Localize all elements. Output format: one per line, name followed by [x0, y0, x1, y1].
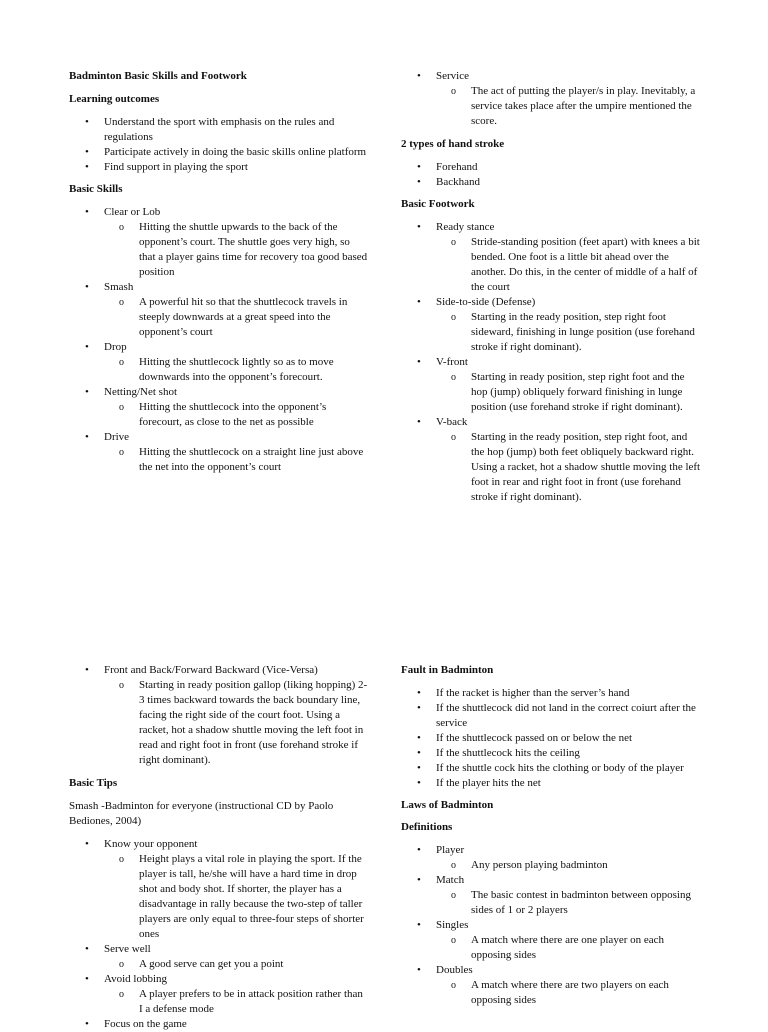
- definitions-list: [401, 843, 701, 1008]
- sub-list: [436, 430, 701, 505]
- sub-list-item: o Starting in ready position gallop (liking hopping) 2-3 times backward towards the back boundary line, facing the right side of the court foot. Using a racket, hot a shadow shuttle moving the left foot in read and right foot in front (use forehand stroke if right dominant).: [104, 678, 369, 768]
- hand-stroke-list: [401, 160, 701, 190]
- list-item: • Focus on the game: [69, 1017, 369, 1032]
- list-item: [401, 843, 701, 873]
- footwork-label: V-front: [436, 356, 468, 368]
- sub-list-item: o A player prefers to be in attack position rather than I a defense mode: [104, 987, 369, 1017]
- tip-label: Know your opponent: [104, 838, 198, 850]
- sub-list: [104, 852, 369, 942]
- top-left-column: [69, 69, 369, 475]
- tips-source: Smash -Badminton for everyone (instructional CD by Paolo Bediones, 2004): [69, 800, 334, 827]
- sub-list: [104, 400, 369, 430]
- sub-list-item: o The act of putting the player/s in play. Inevitably, a service takes place after the umpire mentioned the score.: [436, 84, 701, 129]
- sub-list-item: o A good serve can get you a point: [104, 957, 369, 972]
- basic-tips-list: [69, 837, 369, 1032]
- list-item: • If the racket is higher than the server’s hand: [401, 686, 701, 701]
- sub-list: [436, 235, 701, 295]
- basic-skills-list: [69, 205, 369, 475]
- sub-list-item: o A powerful hit so that the shuttlecock travels in steeply downwards at a great speed into the opponent’s court: [104, 295, 369, 340]
- sub-list: [436, 888, 701, 918]
- definition-label: Match: [436, 874, 465, 886]
- sub-list: [104, 220, 369, 280]
- list-item: • If the player hits the net: [401, 776, 701, 791]
- footwork-label: V-back: [436, 416, 468, 428]
- basic-tips-heading: Basic Tips: [69, 777, 118, 789]
- service-list: [401, 69, 701, 129]
- footwork-label: Ready stance: [436, 221, 495, 233]
- skill-label: Clear or Lob: [104, 206, 161, 218]
- skill-label: Drop: [104, 341, 127, 353]
- sub-list-item: o Stride-standing position (feet apart) with knees a bit bended. One foot is a little bit ahead over the another. Do this, in the center of middle of a half of the court: [436, 235, 701, 295]
- sub-list: [436, 978, 701, 1008]
- list-item: [401, 873, 701, 918]
- front-back-list: [69, 663, 369, 768]
- footwork-label: Side-to-side (Defense): [436, 296, 536, 308]
- list-item: [69, 430, 369, 475]
- sub-list: [104, 295, 369, 340]
- sub-list: [104, 678, 369, 768]
- sub-list: [436, 933, 701, 963]
- sub-list: [436, 310, 701, 355]
- sub-list: [104, 355, 369, 385]
- sub-list: [104, 987, 369, 1017]
- sub-list: [104, 957, 369, 972]
- list-item: • If the shuttle cock hits the clothing or body of the player: [401, 761, 701, 776]
- basic-skills-heading: Basic Skills: [69, 183, 123, 195]
- sub-list-item: o Hitting the shuttlecock lightly so as to move downwards into the opponent’s forecourt.: [104, 355, 369, 385]
- list-item: • Find support in playing the sport: [69, 160, 369, 175]
- list-item: [69, 385, 369, 430]
- list-item: • Understand the sport with emphasis on the rules and regulations: [69, 115, 369, 145]
- definition-label: Player: [436, 844, 465, 856]
- sub-list-item: o Any person playing badminton: [436, 858, 701, 873]
- list-item: [401, 220, 701, 295]
- definition-label: Doubles: [436, 964, 473, 976]
- list-item: [401, 963, 701, 1008]
- footwork-label: Front and Back/Forward Backward (Vice-Versa): [104, 664, 318, 676]
- bottom-right-column: [401, 663, 701, 1008]
- sub-list: [436, 858, 701, 873]
- sub-list-item: o Height plays a vital role in playing the sport. If the player is tall, he/she will have a hard time in drop shot and body shot. If shorter, the player has a disadvantage in rally because the two-step of taller players are only equal to three-four steps of shorter ones: [104, 852, 369, 942]
- bottom-left-column: [69, 663, 369, 1032]
- definition-label: Singles: [436, 919, 469, 931]
- basic-footwork-heading: Basic Footwork: [401, 198, 475, 210]
- hand-stroke-heading: 2 types of hand stroke: [401, 138, 505, 150]
- list-item: • If the shuttlecock did not land in the correct coiurt after the service: [401, 701, 701, 731]
- learning-outcomes-list: [69, 115, 369, 175]
- tip-label: Avoid lobbing: [104, 973, 168, 985]
- sub-list-item: o Hitting the shuttle upwards to the back of the opponent’s court. The shuttle goes very high, so that a player gains time for recovery toa good based position: [104, 220, 369, 280]
- list-item: [69, 837, 369, 942]
- list-item: [69, 663, 369, 768]
- top-right-column: [401, 69, 701, 505]
- list-item: [69, 340, 369, 385]
- sub-list-item: o A match where there are one player on each opposing sides: [436, 933, 701, 963]
- document-title: Badminton Basic Skills and Footwork: [69, 70, 247, 82]
- learning-outcomes-heading: Learning outcomes: [69, 93, 160, 105]
- sub-list-item: o The basic contest in badminton between opposing sides of 1 or 2 players: [436, 888, 701, 918]
- list-item: [69, 205, 369, 280]
- list-item: • Backhand: [401, 175, 701, 190]
- sub-list-item: o Starting in ready position, step right foot and the hop (jump) obliquely forward finishing in lunge position (use forehand stroke if right dominant).: [436, 370, 701, 415]
- list-item: [401, 295, 701, 355]
- skill-label: Drive: [104, 431, 130, 443]
- sub-list-item: o Hitting the shuttlecock on a straight line just above the net into the opponent’s court: [104, 445, 369, 475]
- sub-list-item: o Hitting the shuttlecock into the opponent’s forecourt, as close to the net as possible: [104, 400, 369, 430]
- basic-footwork-list: [401, 220, 701, 505]
- list-item: [69, 942, 369, 972]
- list-item: [401, 415, 701, 505]
- list-item: • If the shuttlecock passed on or below the net: [401, 731, 701, 746]
- sub-list: [436, 370, 701, 415]
- skill-label: Smash: [104, 281, 134, 293]
- laws-heading: Laws of Badminton: [401, 799, 494, 811]
- sub-list-item: o A match where there are two players on each opposing sides: [436, 978, 701, 1008]
- list-item: [69, 972, 369, 1017]
- fault-heading: Fault in Badminton: [401, 664, 494, 676]
- fault-list: [401, 686, 701, 791]
- sub-list: [104, 445, 369, 475]
- list-item: [69, 280, 369, 340]
- list-item: • If the shuttlecock hits the ceiling: [401, 746, 701, 761]
- list-item: [401, 355, 701, 415]
- tip-label: Serve well: [104, 943, 151, 955]
- definitions-heading: Definitions: [401, 821, 453, 833]
- sub-list-item: o Starting in the ready position, step right foot sideward, finishing in lunge position (use forehand stroke if right dominant).: [436, 310, 701, 355]
- list-item: [401, 918, 701, 963]
- list-item: • Participate actively in doing the basic skills online platform: [69, 145, 369, 160]
- skill-label: Netting/Net shot: [104, 386, 178, 398]
- list-item: • Forehand: [401, 160, 701, 175]
- sub-list-item: o Starting in the ready position, step right foot, and the hop (jump) both feet obliquely backward right. Using a racket, hot a shadow shuttle moving the left foot in rear and right foot in front (use forehand stroke if right dominant).: [436, 430, 701, 505]
- service-label: Service: [436, 70, 469, 82]
- list-item: [401, 69, 701, 129]
- sub-list: [436, 84, 701, 129]
